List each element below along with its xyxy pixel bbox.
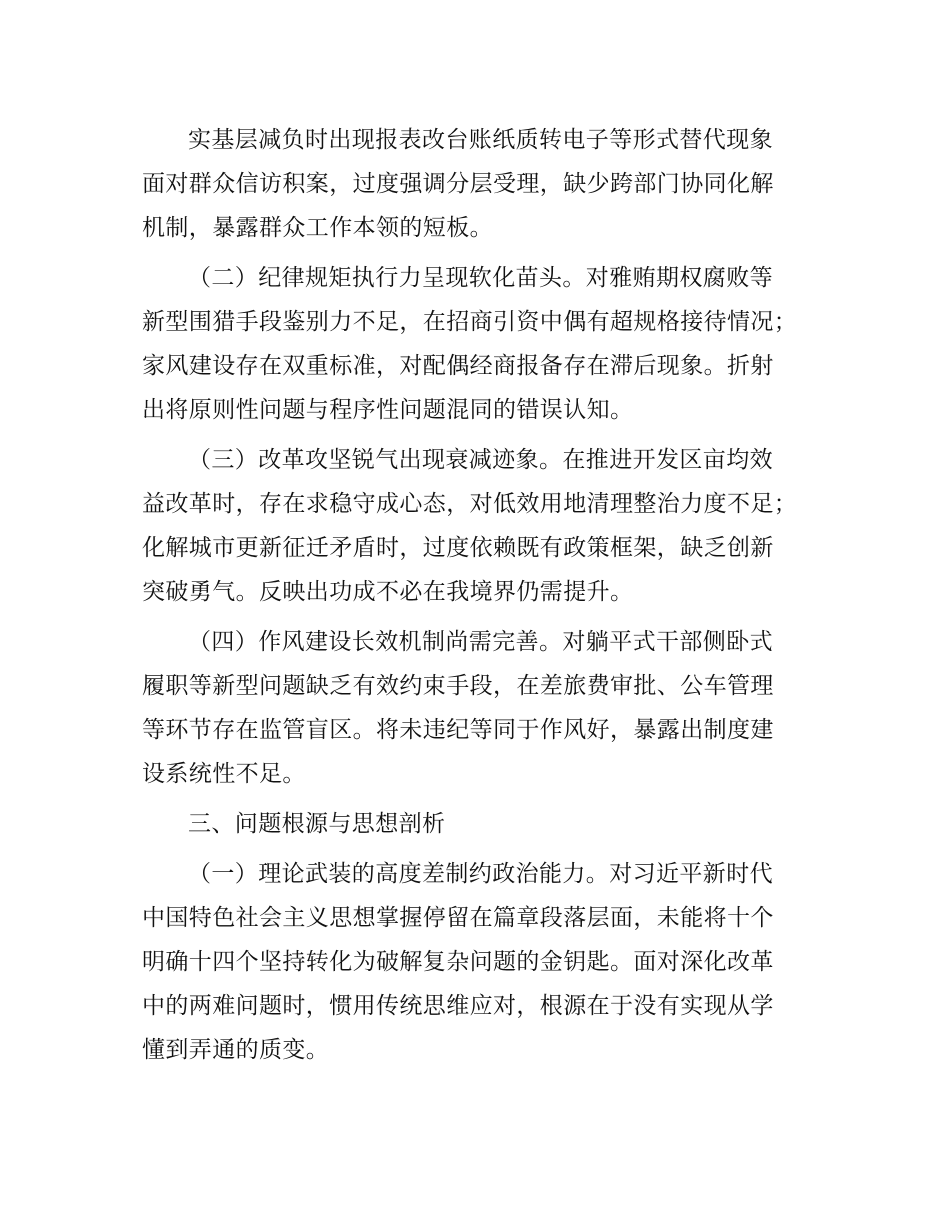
text-line: 化解城市更新征迁矛盾时，过度依赖既有政策框架，缺乏创新	[142, 535, 774, 561]
text-line: （二）纪律规矩执行力呈现软化苗头。对雅贿期权腐败等	[188, 265, 773, 291]
text-line: 中国特色社会主义思想掌握停留在篇章段落层面，未能将十个	[142, 905, 774, 931]
paragraph-work-style	[142, 620, 832, 796]
text-line: 突破勇气。反映出功成不必在我境界仍需提升。	[142, 579, 634, 605]
text-line: 明确十四个坚持转化为破解复杂问题的金钥匙。面对深化改革	[142, 949, 774, 975]
text-line: 面对群众信访积案，过度强调分层受理，缺少跨部门协同化解	[142, 171, 774, 197]
paragraph-discipline	[142, 256, 832, 432]
text-line: 履职等新型问题缺乏有效约束手段，在差旅费审批、公车管理	[142, 673, 774, 699]
text-line: 中的两难问题时，惯用传统思维应对，根源在于没有实现从学	[142, 993, 774, 1019]
paragraph-reform	[142, 438, 832, 614]
text-line: （三）改革攻坚锐气出现衰减迹象。在推进开发区亩均效	[188, 447, 773, 473]
text-line: 懂到弄通的质变。	[142, 1037, 330, 1063]
text-line: 家风建设存在双重标准，对配偶经商报备存在滞后现象。折射	[142, 353, 774, 379]
text-line: 出将原则性问题与程序性问题混同的错误认知。	[142, 397, 634, 423]
paragraph-grassroots-burden	[142, 118, 832, 250]
text-line: （四）作风建设长效机制尚需完善。对躺平式干部侧卧式	[188, 629, 773, 655]
section-heading-root-causes	[142, 802, 832, 846]
document-body	[142, 118, 832, 1072]
text-line: 新型围猎手段鉴别力不足，在招商引资中偶有超规格接待情况；	[142, 309, 798, 335]
text-line: （一）理论武装的高度差制约政治能力。对习近平新时代	[188, 861, 773, 887]
text-line: 等环节存在监管盲区。将未违纪等同于作风好，暴露出制度建	[142, 717, 774, 743]
text-line: 设系统性不足。	[142, 761, 306, 787]
text-line: 机制，暴露群众工作本领的短板。	[142, 215, 493, 241]
section-heading-text: 三、问题根源与思想剖析	[188, 811, 446, 837]
paragraph-theory	[142, 852, 832, 1072]
text-line: 实基层减负时出现报表改台账纸质转电子等形式替代现象	[188, 127, 773, 153]
text-line: 益改革时，存在求稳守成心态，对低效用地清理整治力度不足；	[142, 491, 798, 517]
